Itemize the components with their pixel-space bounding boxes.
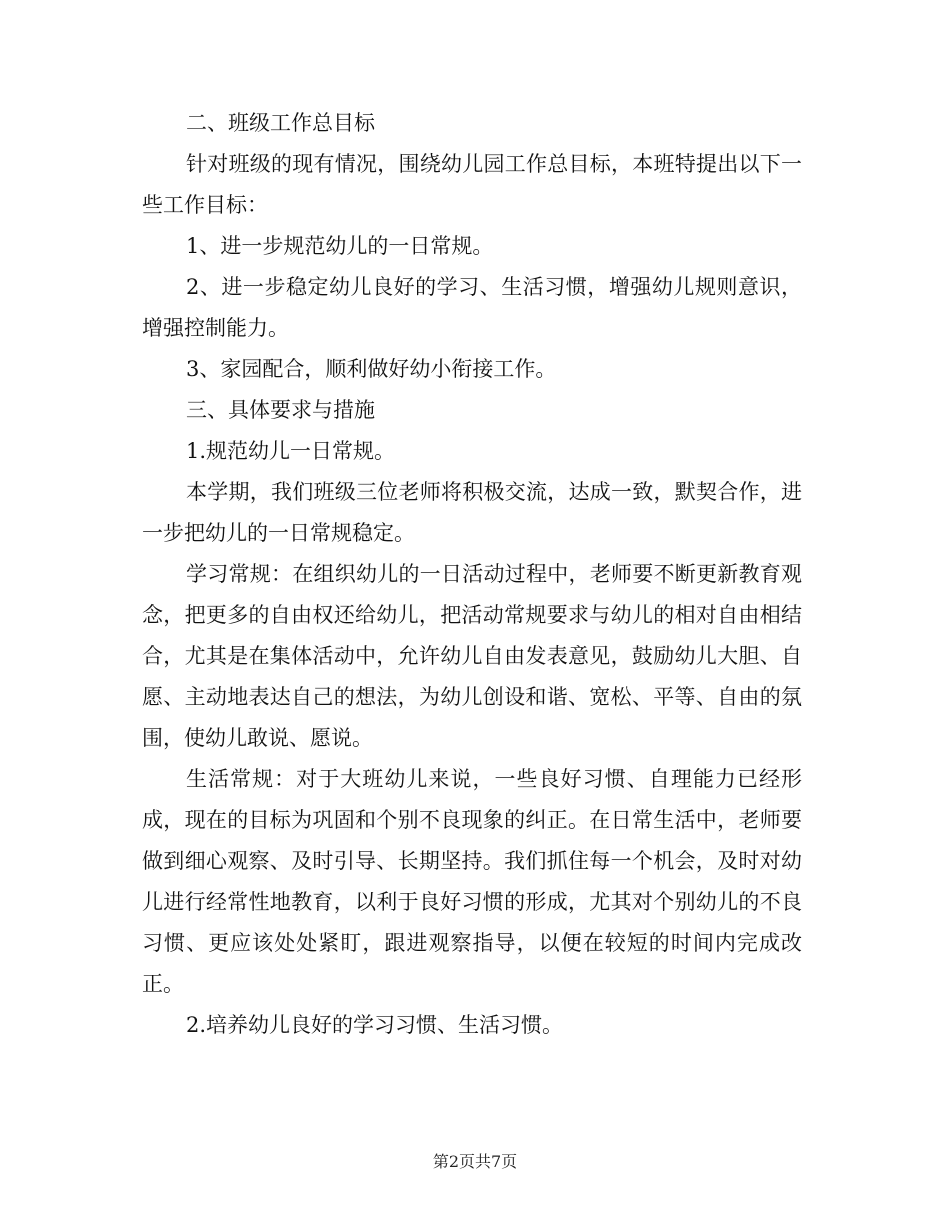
section-heading-measures: 三、具体要求与措施	[186, 398, 375, 422]
page-number: 第2页共7页	[432, 1152, 518, 1171]
paragraph: 学习常规：在组织幼儿的一日活动过程中，老师要不断更新教育观念，把更多的自由权还给幼儿，把活动常规要求与幼儿的相对自由相结合，尤其是在集体活动中，允许幼儿自由发表意见，鼓励幼儿大胆、自愿、主动地表达自己的想法，为幼儿创设和谐、宽松、平等、自由的氛围，使幼儿敢说、愿说。	[142, 562, 802, 750]
list-item: 3、家园配合，顺利做好幼小衔接工作。	[186, 357, 557, 381]
list-item: 2、进一步稳定幼儿良好的学习、生活习惯，增强幼儿规则意识，增强控制能力。	[142, 275, 802, 340]
list-item: 1、进一步规范幼儿的一日常规。	[186, 234, 494, 258]
paragraph: 针对班级的现有情况，围绕幼儿园工作总目标，本班特提出以下一些工作目标：	[142, 152, 802, 217]
paragraph: 本学期，我们班级三位老师将积极交流，达成一致，默契合作，进一步把幼儿的一日常规稳定。	[142, 480, 802, 545]
section-heading-goals: 二、班级工作总目标	[186, 111, 375, 135]
subsection-heading: 1.规范幼儿一日常规。	[186, 439, 396, 463]
paragraph: 生活常规：对于大班幼儿来说，一些良好习惯、自理能力已经形成，现在的目标为巩固和个别不良现象的纠正。在日常生活中，老师要做到细心观察、及时引导、长期坚持。我们抓住每一个机会，及时对幼儿进行经常性地教育，以利于良好习惯的形成，尤其对个别幼儿的不良习惯、更应该处处紧盯，跟进观察指导，以便在较短的时间内完成改正。	[142, 767, 802, 996]
document-body	[142, 103, 802, 1046]
subsection-heading: 2.培养幼儿良好的学习习惯、生活习惯。	[186, 1013, 564, 1037]
